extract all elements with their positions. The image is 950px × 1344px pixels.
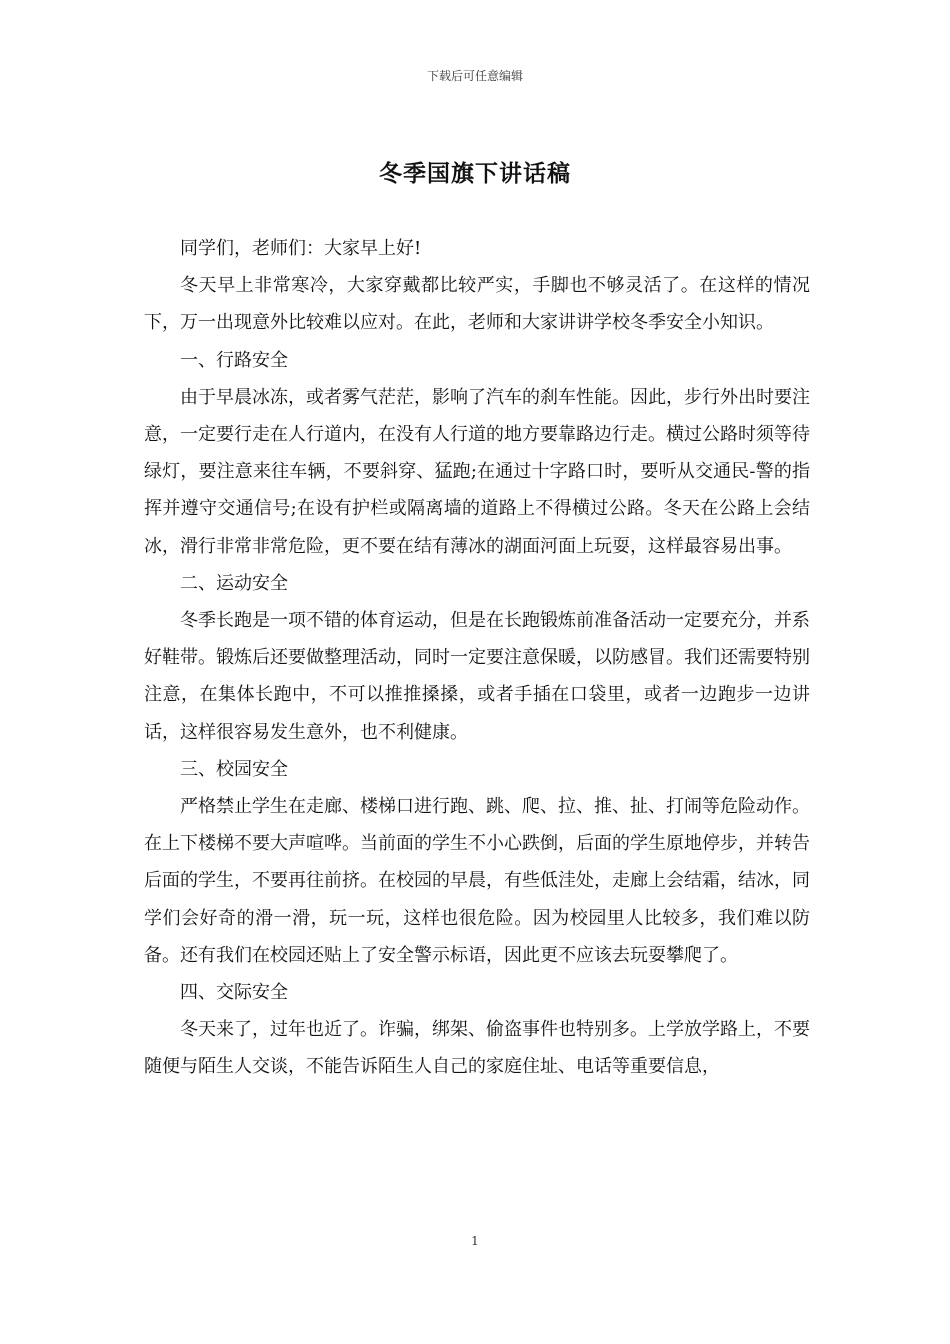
section-heading-road-safety: 一、行路安全 bbox=[180, 349, 288, 371]
section-heading-campus-safety: 三、校园安全 bbox=[180, 758, 288, 780]
social-safety-paragraph: 冬天来了，过年也近了。诈骗，绑架、偷盗事件也特别多。上学放学路上，不要随便与陌生人交谈，不能告诉陌生人自己的家庭住址、电话等重要信息， bbox=[144, 1019, 810, 1078]
section-heading-sports-safety: 二、运动安全 bbox=[180, 572, 288, 594]
greeting-paragraph: 同学们，老师们：大家早上好! bbox=[180, 238, 422, 259]
road-safety-paragraph: 由于早晨冰冻，或者雾气茫茫，影响了汽车的刹车性能。因此，步行外出时要注意，一定要行走在人行道内，在没有人行道的地方要靠路边行走。横过公路时须等待绿灯，要注意来往车辆，不要斜穿、猛跑;在通过十字路口时，要听从交通民-警的指挥并遵守交通信号;在设有护栏或隔离墙的道路上不得横过公路。冬天在公路上会结冰，滑行非常非常危险，更不要在结有薄冰的湖面河面上玩耍，这样最容易出事。 bbox=[144, 386, 810, 557]
campus-safety-paragraph: 严格禁止学生在走廊、楼梯口进行跑、跳、爬、拉、推、扯、打闹等危险动作。在上下楼梯不要大声喧哗。当前面的学生不小心跌倒，后面的学生原地停步，并转告后面的学生，不要再往前挤。在校园的早晨，有些低洼处，走廊上会结霜，结冰，同学们会好奇的滑一滑，玩一玩，这样也很危险。因为校园里人比较多，我们难以防备。还有我们在校园还贴上了安全警示标语，因此更不应该去玩耍攀爬了。 bbox=[144, 796, 810, 966]
document-body bbox=[144, 230, 810, 1086]
sports-safety-paragraph: 冬季长跑是一项不错的体育运动，但是在长跑锻炼前准备活动一定要充分，并系好鞋带。锻炼后还要做整理活动，同时一定要注意保暖，以防感冒。我们还需要特别注意，在集体长跑中，不可以推推搡搡，或者手插在口袋里，或者一边跑步一边讲话，这样很容易发生意外，也不利健康。 bbox=[144, 610, 810, 743]
header-note: 下载后可任意编辑 bbox=[426, 69, 523, 83]
document-title: 冬季国旗下讲话稿 bbox=[379, 160, 571, 187]
page-number: 1 bbox=[471, 1234, 479, 1248]
intro-paragraph: 冬天早上非常寒冷，大家穿戴都比较严实，手脚也不够灵活了。在这样的情况下，万一出现意外比较难以应对。在此，老师和大家讲讲学校冬季安全小知识。 bbox=[144, 275, 810, 334]
section-heading-social-safety: 四、交际安全 bbox=[180, 982, 288, 1004]
